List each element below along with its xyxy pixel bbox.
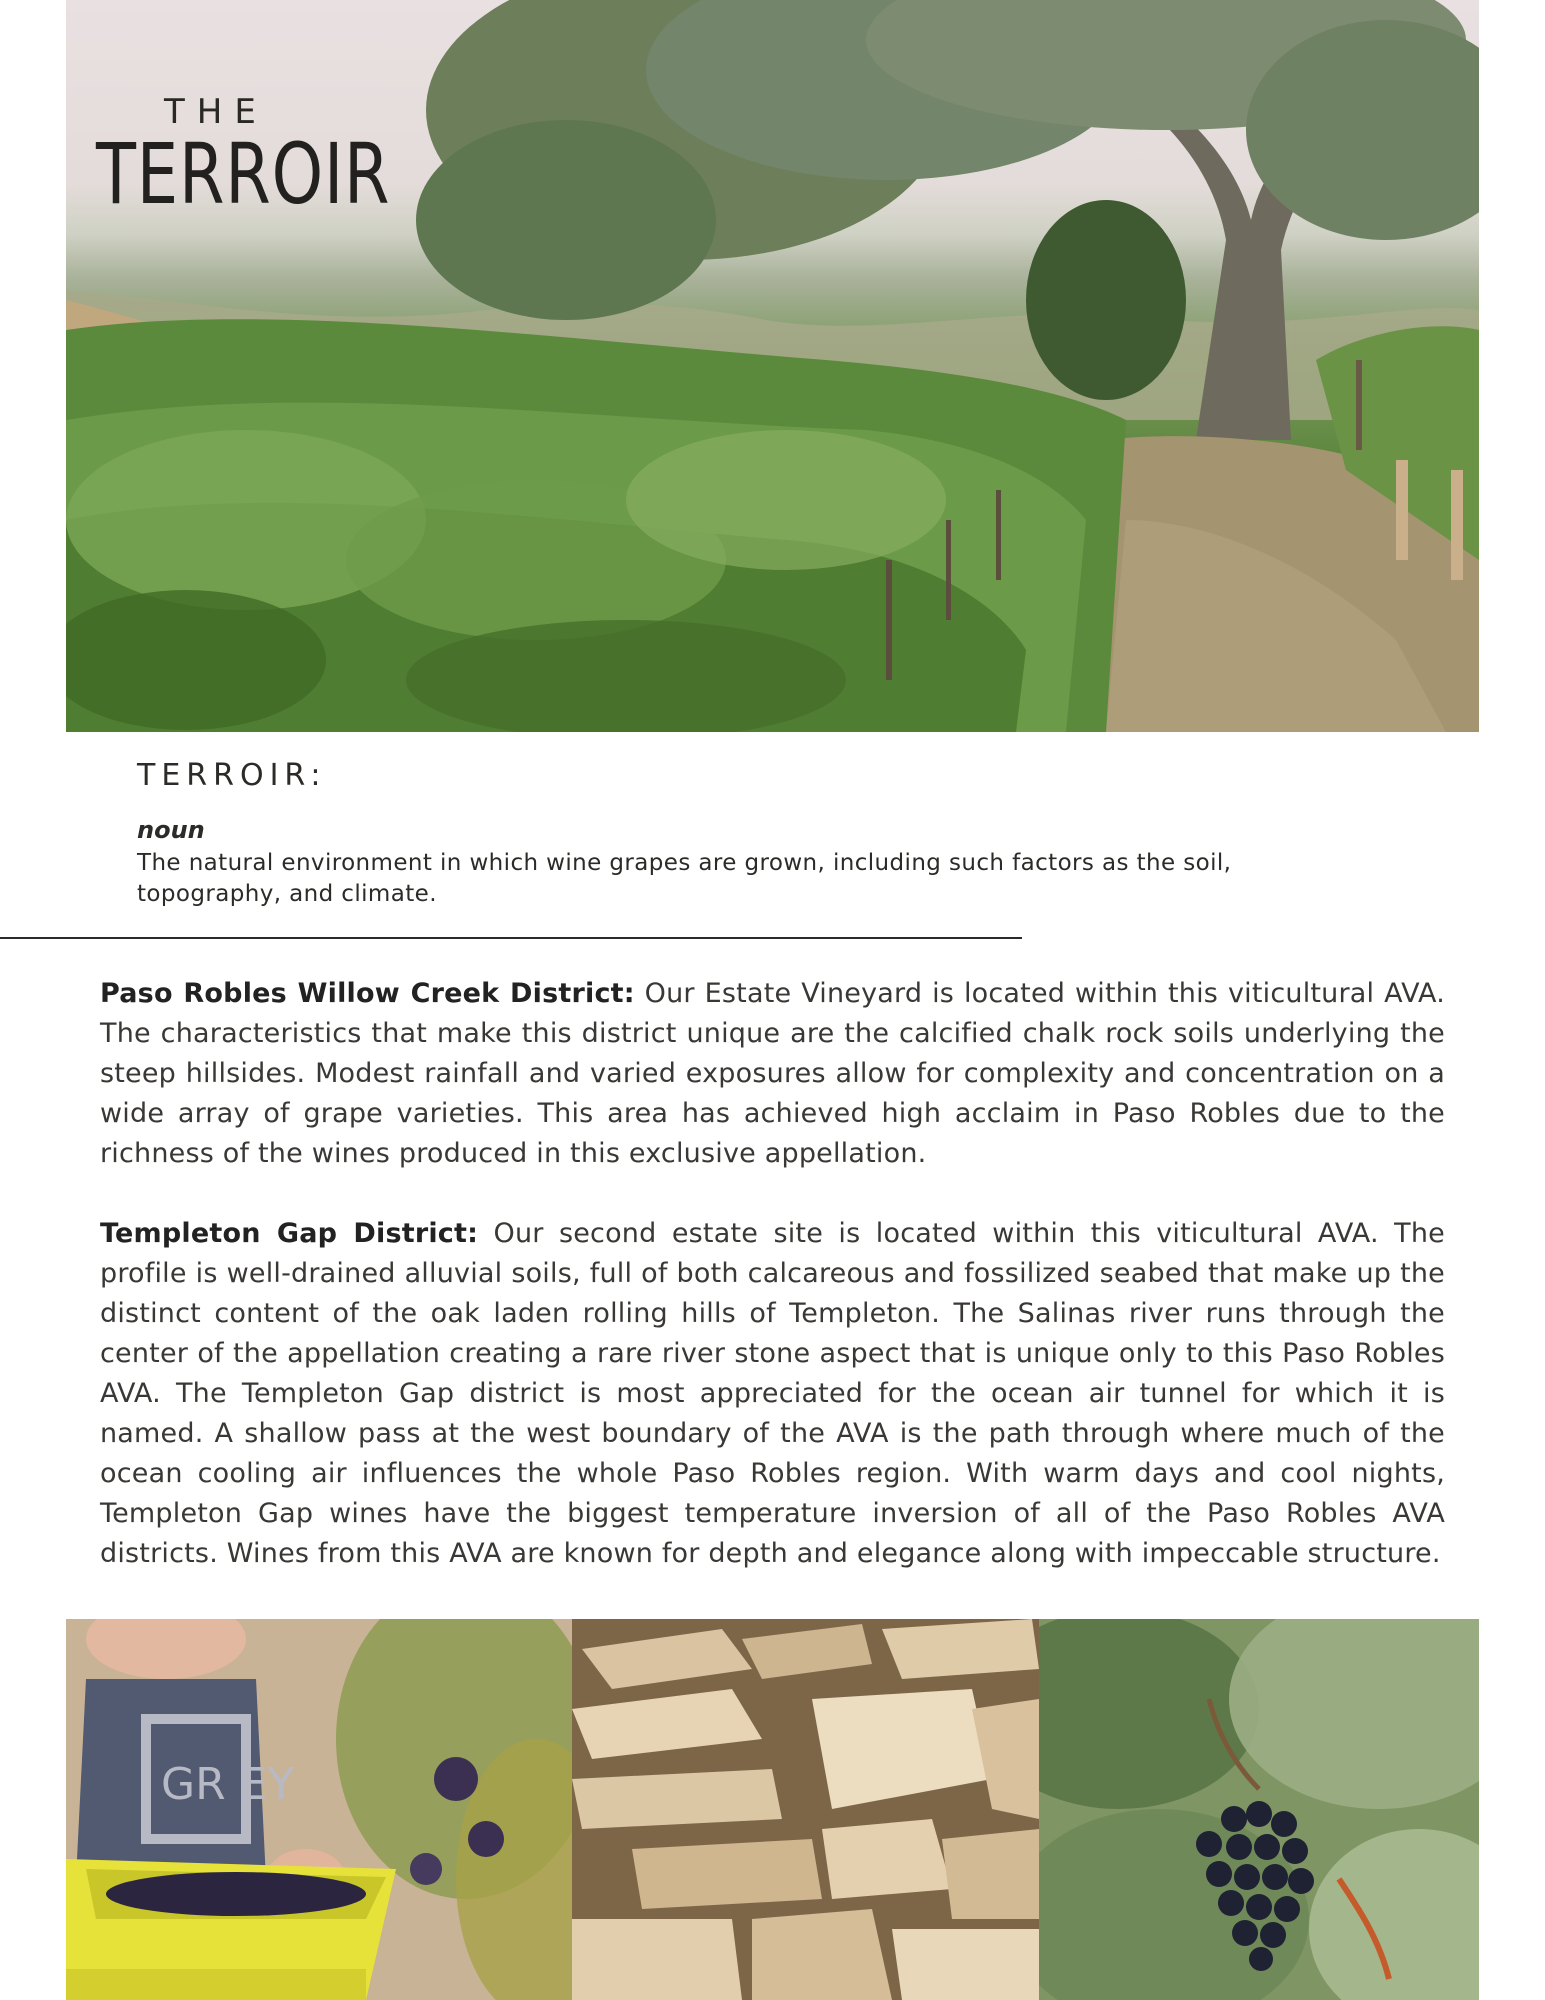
hero-title-small: THE: [164, 92, 268, 132]
hero-title: [96, 92, 473, 223]
templeton-gap-heading: Templeton Gap District:: [100, 1218, 479, 1249]
willow-creek-paragraph: [100, 974, 1445, 1174]
definition-text: The natural environment in which wine grapes are grown, including such factors as the soil, topography, and climate.: [137, 850, 1232, 907]
definition-part-of-speech: noun: [137, 816, 205, 844]
willow-creek-heading: Paso Robles Willow Creek District:: [100, 978, 635, 1009]
hero-image: [66, 0, 1479, 732]
definition-word: TERROIR:: [137, 758, 327, 793]
limestone-rocks-photo: [572, 1619, 1039, 2000]
divider-line: [0, 937, 1022, 939]
templeton-gap-paragraph: [100, 1214, 1445, 1574]
hero-title-large: TERROIR: [96, 125, 391, 223]
photo-strip: [66, 1619, 1479, 2000]
templeton-gap-text: Our second estate site is located within this viticultural AVA. The profile is well-drained alluvial soils, full of both calcareous and fossilized seabed that make up the distinct content of the oak laden rolling hills of Templeton. The Salinas river runs through the center of the appellation creating a rare river stone aspect that is unique only to this Paso Robles AVA. The Templeton Gap district is most appreciated for the ocean air tunnel for which it is named. A shallow pass at the west boundary of the AVA is the path through where much of the ocean cooling air influences the whole Paso Robles region. With warm days and cool nights, Templeton Gap wines have the biggest temperature inversion of all of the Paso Robles AVA districts. Wines from this AVA are known for depth and elegance along with impeccable structure.: [100, 1218, 1445, 1569]
grape-cluster-photo: [1039, 1619, 1479, 2000]
willow-creek-text: Our Estate Vineyard is located within this viticultural AVA. The characteristics that make this district unique are the calcified chalk rock soils underlying the steep hillsides. Modest rainfall and varied exposures allow for complexity and concentration on a wide array of grape varieties. This area has achieved high acclaim in Paso Robles due to the richness of the wines produced in this exclusive appellation.: [100, 978, 1446, 1169]
harvest-photo: [66, 1619, 572, 2000]
shirt-print: GR EY: [161, 1759, 295, 1810]
